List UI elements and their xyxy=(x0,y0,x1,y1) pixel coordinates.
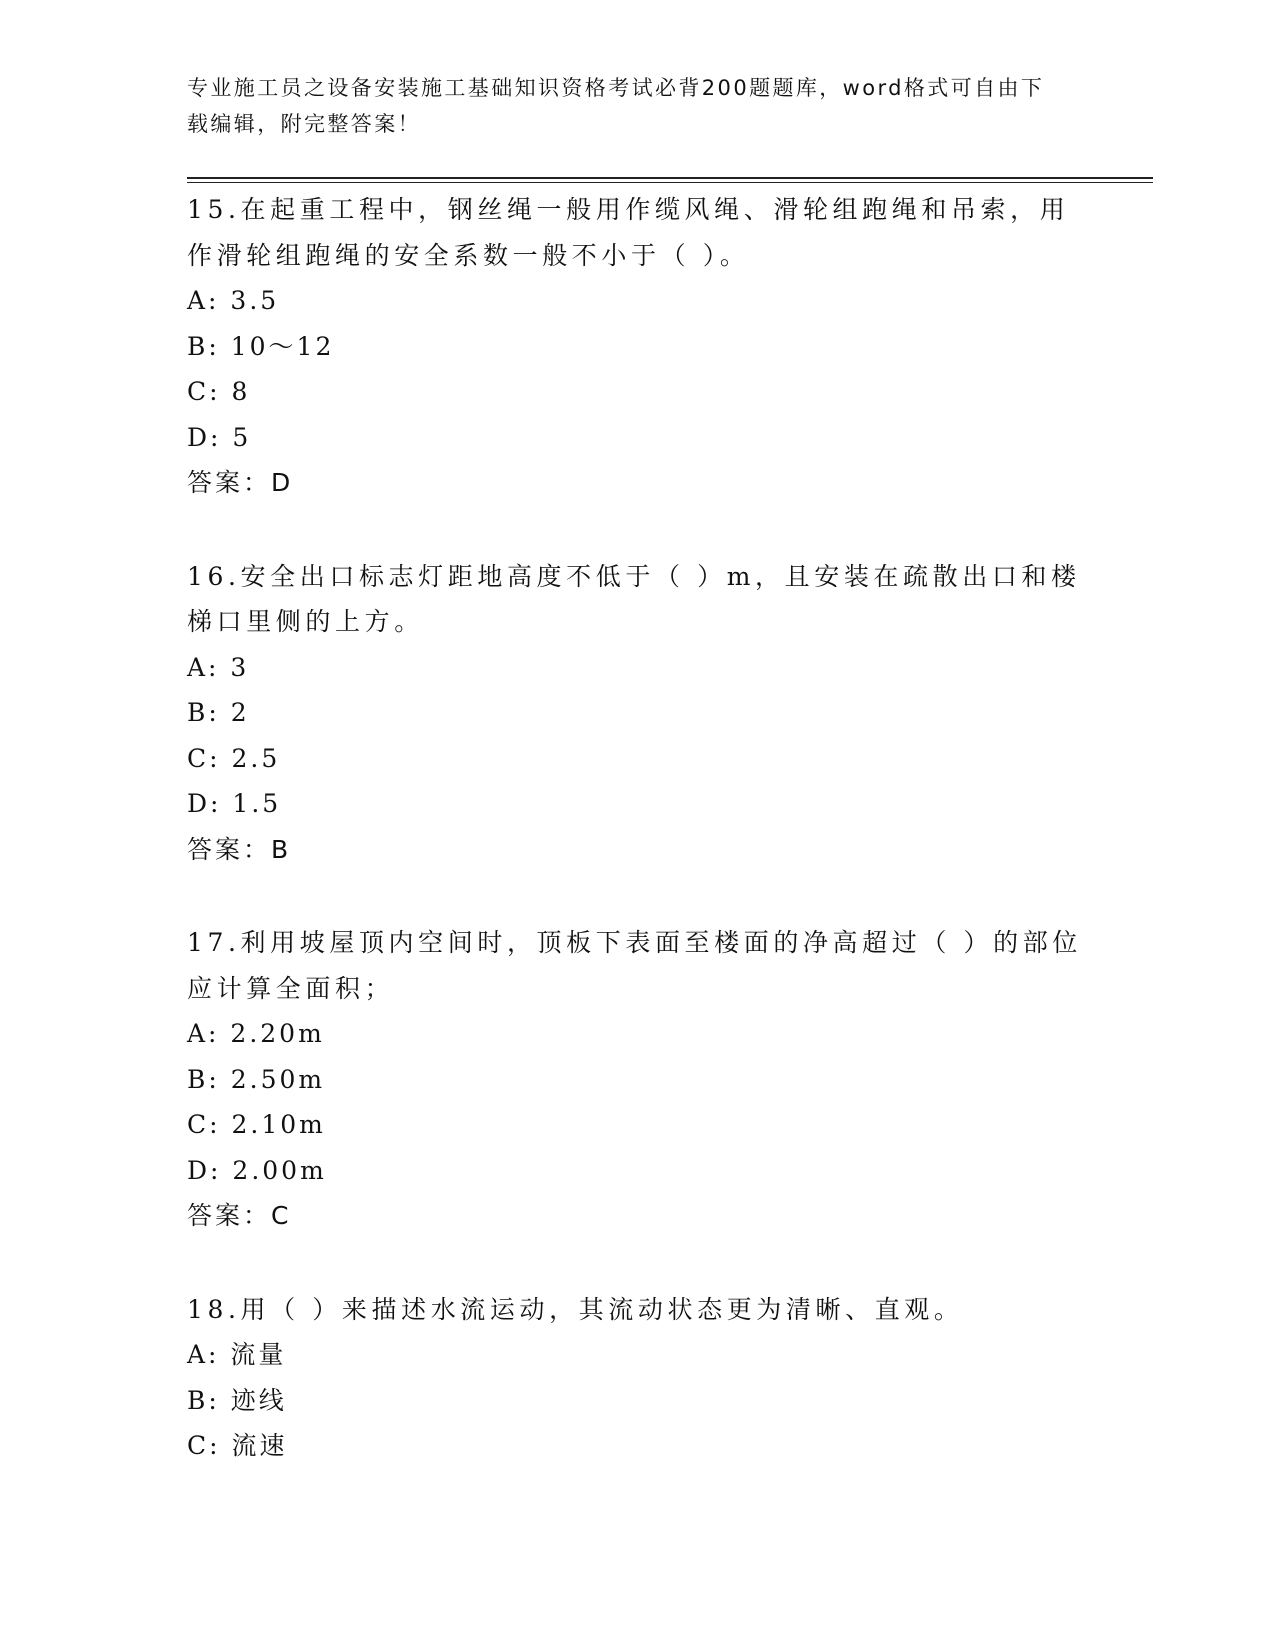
question-stem: 17.利用坡屋顶内空间时，顶板下表面至楼面的净高超过（ ）的部位应计算全面积； xyxy=(187,928,1082,1003)
header-divider-thick xyxy=(187,177,1153,179)
answer-line: 答案：B xyxy=(187,834,292,864)
question-stem: 16.安全出口标志灯距地高度不低于（ ）m，且安装在疏散出口和楼梯口里侧的上方。 xyxy=(187,561,1081,636)
option-c: C: 2.5 xyxy=(187,743,281,773)
option-c: C: 流速 xyxy=(187,1431,288,1460)
option-d: D: 2.00m xyxy=(187,1155,327,1185)
question-list xyxy=(187,187,1087,1517)
question-17 xyxy=(187,920,1087,1239)
option-d: D: 1.5 xyxy=(187,789,282,818)
option-a: A: 流量 xyxy=(187,1340,287,1369)
answer-line: 答案：D xyxy=(187,468,294,497)
option-d: D: 5 xyxy=(187,422,252,452)
option-a: A: 3.5 xyxy=(187,286,280,315)
option-b: B: 2 xyxy=(187,698,250,727)
answer-line: 答案：C xyxy=(187,1201,292,1230)
question-stem: 18.用（ ）来描述水流运动，其流动状态更为清晰、直观。 xyxy=(187,1294,964,1324)
option-b: B: 迹线 xyxy=(187,1385,287,1415)
option-c: C: 2.10m xyxy=(187,1110,326,1139)
question-15 xyxy=(187,187,1087,506)
option-b: B: 10～12 xyxy=(187,331,335,361)
option-a: A: 3 xyxy=(187,652,250,682)
question-16 xyxy=(187,554,1087,873)
question-18 xyxy=(187,1287,1087,1469)
option-c: C: 8 xyxy=(187,377,251,406)
option-b: B: 2.50m xyxy=(187,1064,326,1094)
option-a: A: 2.20m xyxy=(187,1019,325,1048)
question-stem: 15.在起重工程中，钢丝绳一般用作缆风绳、滑轮组跑绳和吊索，用作滑轮组跑绳的安全系数一般不小于（ ）。 xyxy=(187,195,1070,270)
document-title: 专业施工员之设备安装施工基础知识资格考试必背200题题库，word格式可自由下载编辑，附完整答案！ xyxy=(187,76,1045,136)
header-divider-thin xyxy=(187,182,1153,183)
